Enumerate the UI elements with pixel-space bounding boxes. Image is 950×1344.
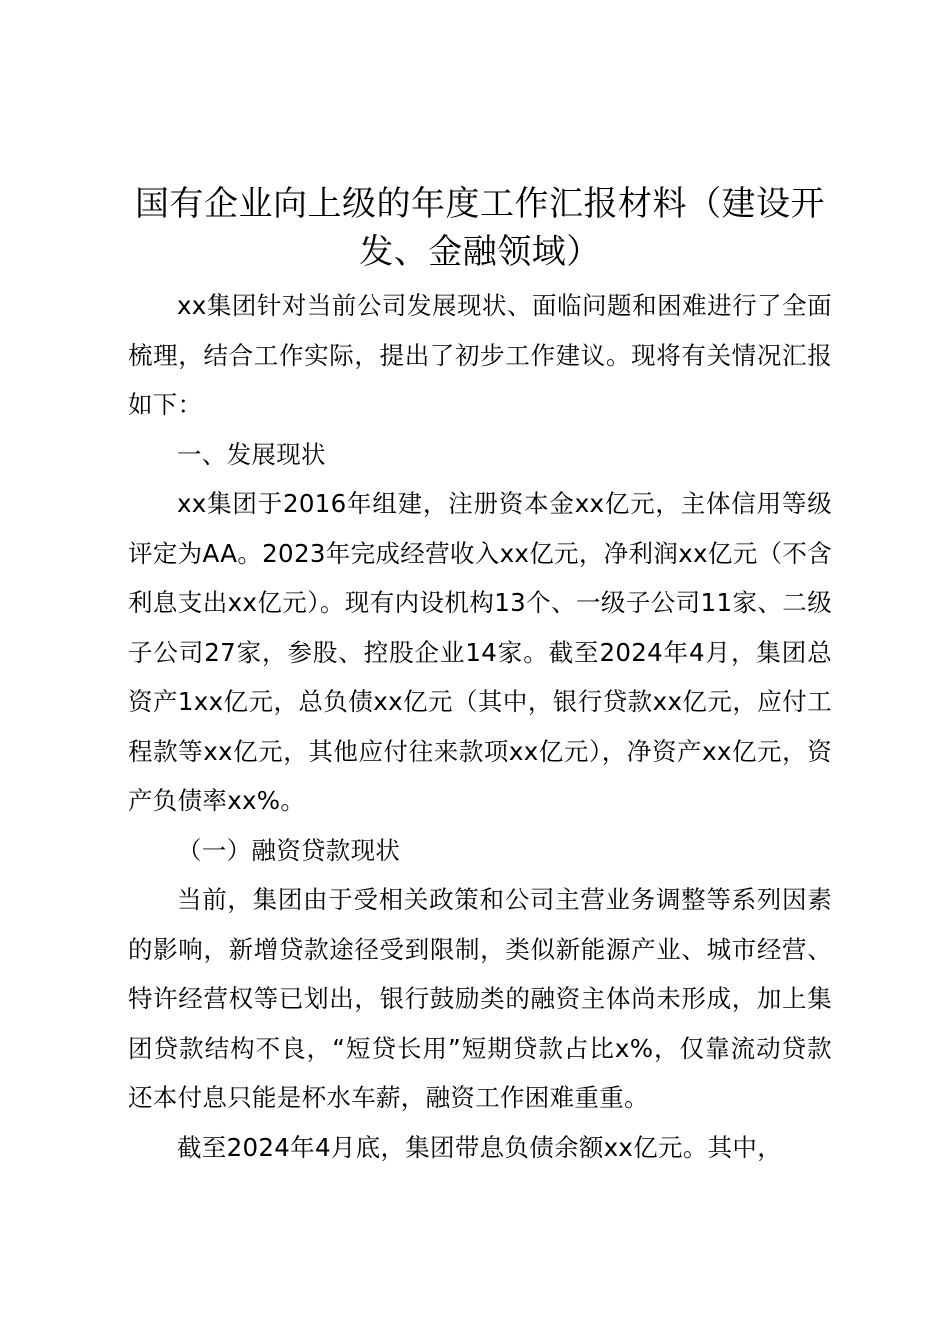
document-title: 国有企业向上级的年度工作汇报材料（建设开发、金融领域） bbox=[135, 184, 825, 272]
subsection-heading-financing: （一）融资贷款现状 bbox=[177, 835, 401, 865]
section-heading-development-status: 一、发展现状 bbox=[177, 439, 326, 469]
intro-paragraph: xx集团针对当前公司发展现状、面临问题和困难进行了全面梳理，结合工作实际，提出了初步工作建议。现将有关情况汇报如下： bbox=[128, 291, 832, 419]
financing-paragraph: 当前，集团由于受相关政策和公司主营业务调整等系列因素的影响，新增贷款途径受到限制，类似新能源产业、城市经营、特许经营权等已划出，银行鼓励类的融资主体尚未形成，加上集团贷款结构不良，“短贷长用”短期贷款占比x%，仅靠流动贷款还本付息只能是杯水车薪，融资工作困难重重。 bbox=[128, 885, 832, 1112]
development-status-paragraph: xx集团于2016年组建，注册资本金xx亿元，主体信用等级评定为AA。2023年完成经营收入xx亿元，净利润xx亿元（不含利息支出xx亿元）。现有内设机构13个、一级子公司11家、二级子公司27家，参股、控股企业14家。截至2024年4月，集团总资产1xx亿元，总负债xx亿元（其中，银行贷款xx亿元，应付工程款等xx亿元，其他应付往来款项xx亿元），净资产xx亿元，资产负债率xx%。 bbox=[128, 489, 832, 815]
debt-balance-paragraph: 截至2024年4月底，集团带息负债余额xx亿元。其中， bbox=[177, 1132, 783, 1162]
document-body bbox=[128, 281, 832, 1172]
